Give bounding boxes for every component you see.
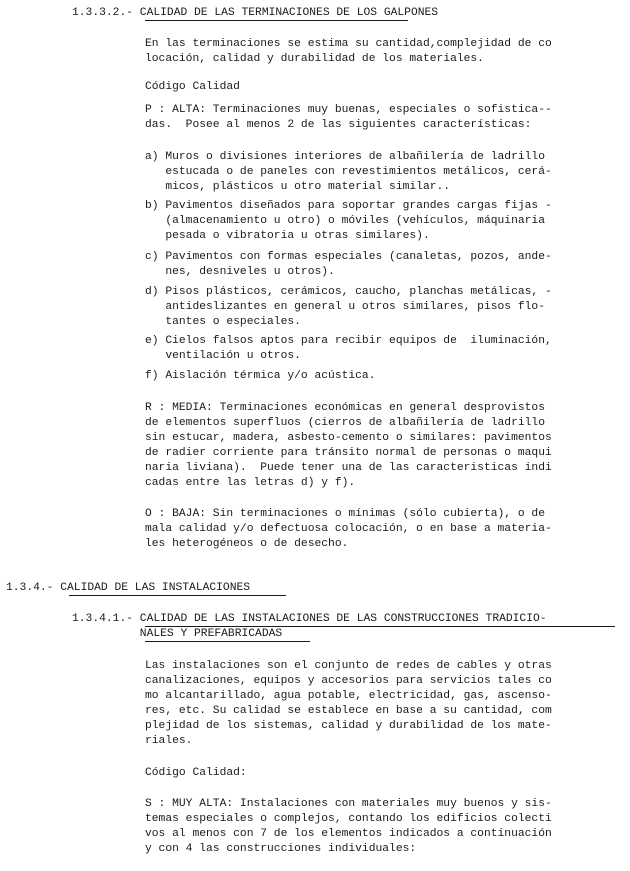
paragraph-line: canalizaciones, equipos y accesorios para servicios tales co [145,675,552,687]
section-number-title: 1.3.3.2.- CALIDAD DE LAS TERMINACIONES DE LOS GALPONES [72,7,439,19]
list-item: d) Pisos plásticos, cerámicos, caucho, planchas metálicas, - [145,286,552,298]
paragraph-line: plejidad de los sistemas, calidad y durabilidad de los mate- [145,720,552,732]
paragraph-line: naria liviana). Puede tener una de las caracteristicas indi [145,462,552,474]
list-item: nes, desniveles u otros). [145,266,335,278]
paragraph-line: de elementos superfluos (cierros de albañilería de ladrillo [145,417,545,429]
list-item: a) Muros o divisiones interiores de albañilería de ladrillo [145,151,545,163]
paragraph-line: cadas entre las letras d) y f). [145,477,356,489]
list-item: b) Pavimentos diseñados para soportar grandes cargas fijas - [145,200,552,212]
heading-underline [145,641,310,642]
list-item: estucada o de paneles con revestimientos metálicos, cerá- [145,166,552,178]
paragraph-line: temas especiales o complejos, contando los edificios colecti [145,813,552,825]
list-item: ventilación u otros. [145,350,301,362]
list-item: (almacenamiento u otro) o móviles (vehículos, máquinaria [145,215,545,227]
subsection-heading: NALES Y PREFABRICADAS [72,628,283,640]
list-item: f) Aislación térmica y/o acústica. [145,370,376,382]
paragraph-line: de radier corriente para tránsito normal de personas o maqui [145,447,552,459]
paragraph-line: Las instalaciones son el conjunto de redes de cables y otras [145,660,552,672]
list-item: c) Pavimentos con formas especiales (canaletas, pozos, ande- [145,251,552,263]
paragraph-line: En las terminaciones se estima su cantidad,complejidad de co [145,38,552,50]
paragraph-line: R : MEDIA: Terminaciones económicas en general desprovistos [145,402,545,414]
paragraph-line: locación, calidad y durabilidad de los materiales. [145,53,484,65]
section-heading: 1.3.4.- CALIDAD DE LAS INSTALACIONES [6,582,251,594]
list-item: antideslizantes en general u otros similares, pisos flo- [145,301,545,313]
paragraph-line: O : BAJA: Sin terminaciones o mínimas (sólo cubierta), o de [145,508,545,520]
paragraph-line: das. Posee al menos 2 de las siguientes características: [145,119,532,131]
list-item: e) Cielos falsos aptos para recibir equipos de iluminación, [145,335,552,347]
paragraph-line: les heterogéneos o de desecho. [145,538,349,550]
subheading: Código Calidad: [145,767,247,779]
paragraph-line: P : ALTA: Terminaciones muy buenas, especiales o sofistica-- [145,104,552,116]
heading-underline [69,595,286,596]
paragraph-line: sin estucar, madera, asbesto-cemento o similares: pavimentos [145,432,552,444]
list-item: micos, plásticos u otro material similar.. [145,181,451,193]
paragraph-line: mo alcantarillado, agua potable, electricidad, gas, ascenso- [145,690,552,702]
section-heading [72,6,438,21]
paragraph-line: mala calidad y/o defectuosa colocación, o en base a materia- [145,523,552,535]
subsection-heading: 1.3.4.1.- CALIDAD DE LAS INSTALACIONES DE LAS CONSTRUCCIONES TRADICIO- [72,613,547,625]
paragraph-line: vos al menos con 7 de los elementos indicados a continuación [145,828,552,840]
paragraph-line: y con 4 las construcciones individuales: [145,843,417,855]
heading-underline [145,20,408,21]
paragraph-line: S : MUY ALTA: Instalaciones con materiales muy buenos y sis- [145,798,552,810]
paragraph-line: riales. [145,735,193,747]
paragraph-line: res, etc. Su calidad se establece en base a su cantidad, com [145,705,552,717]
list-item: pesada o vibratoria u otras similares). [145,230,430,242]
subheading: Código Calidad [145,81,240,93]
list-item: tantes o especiales. [145,316,301,328]
heading-underline [145,626,615,627]
